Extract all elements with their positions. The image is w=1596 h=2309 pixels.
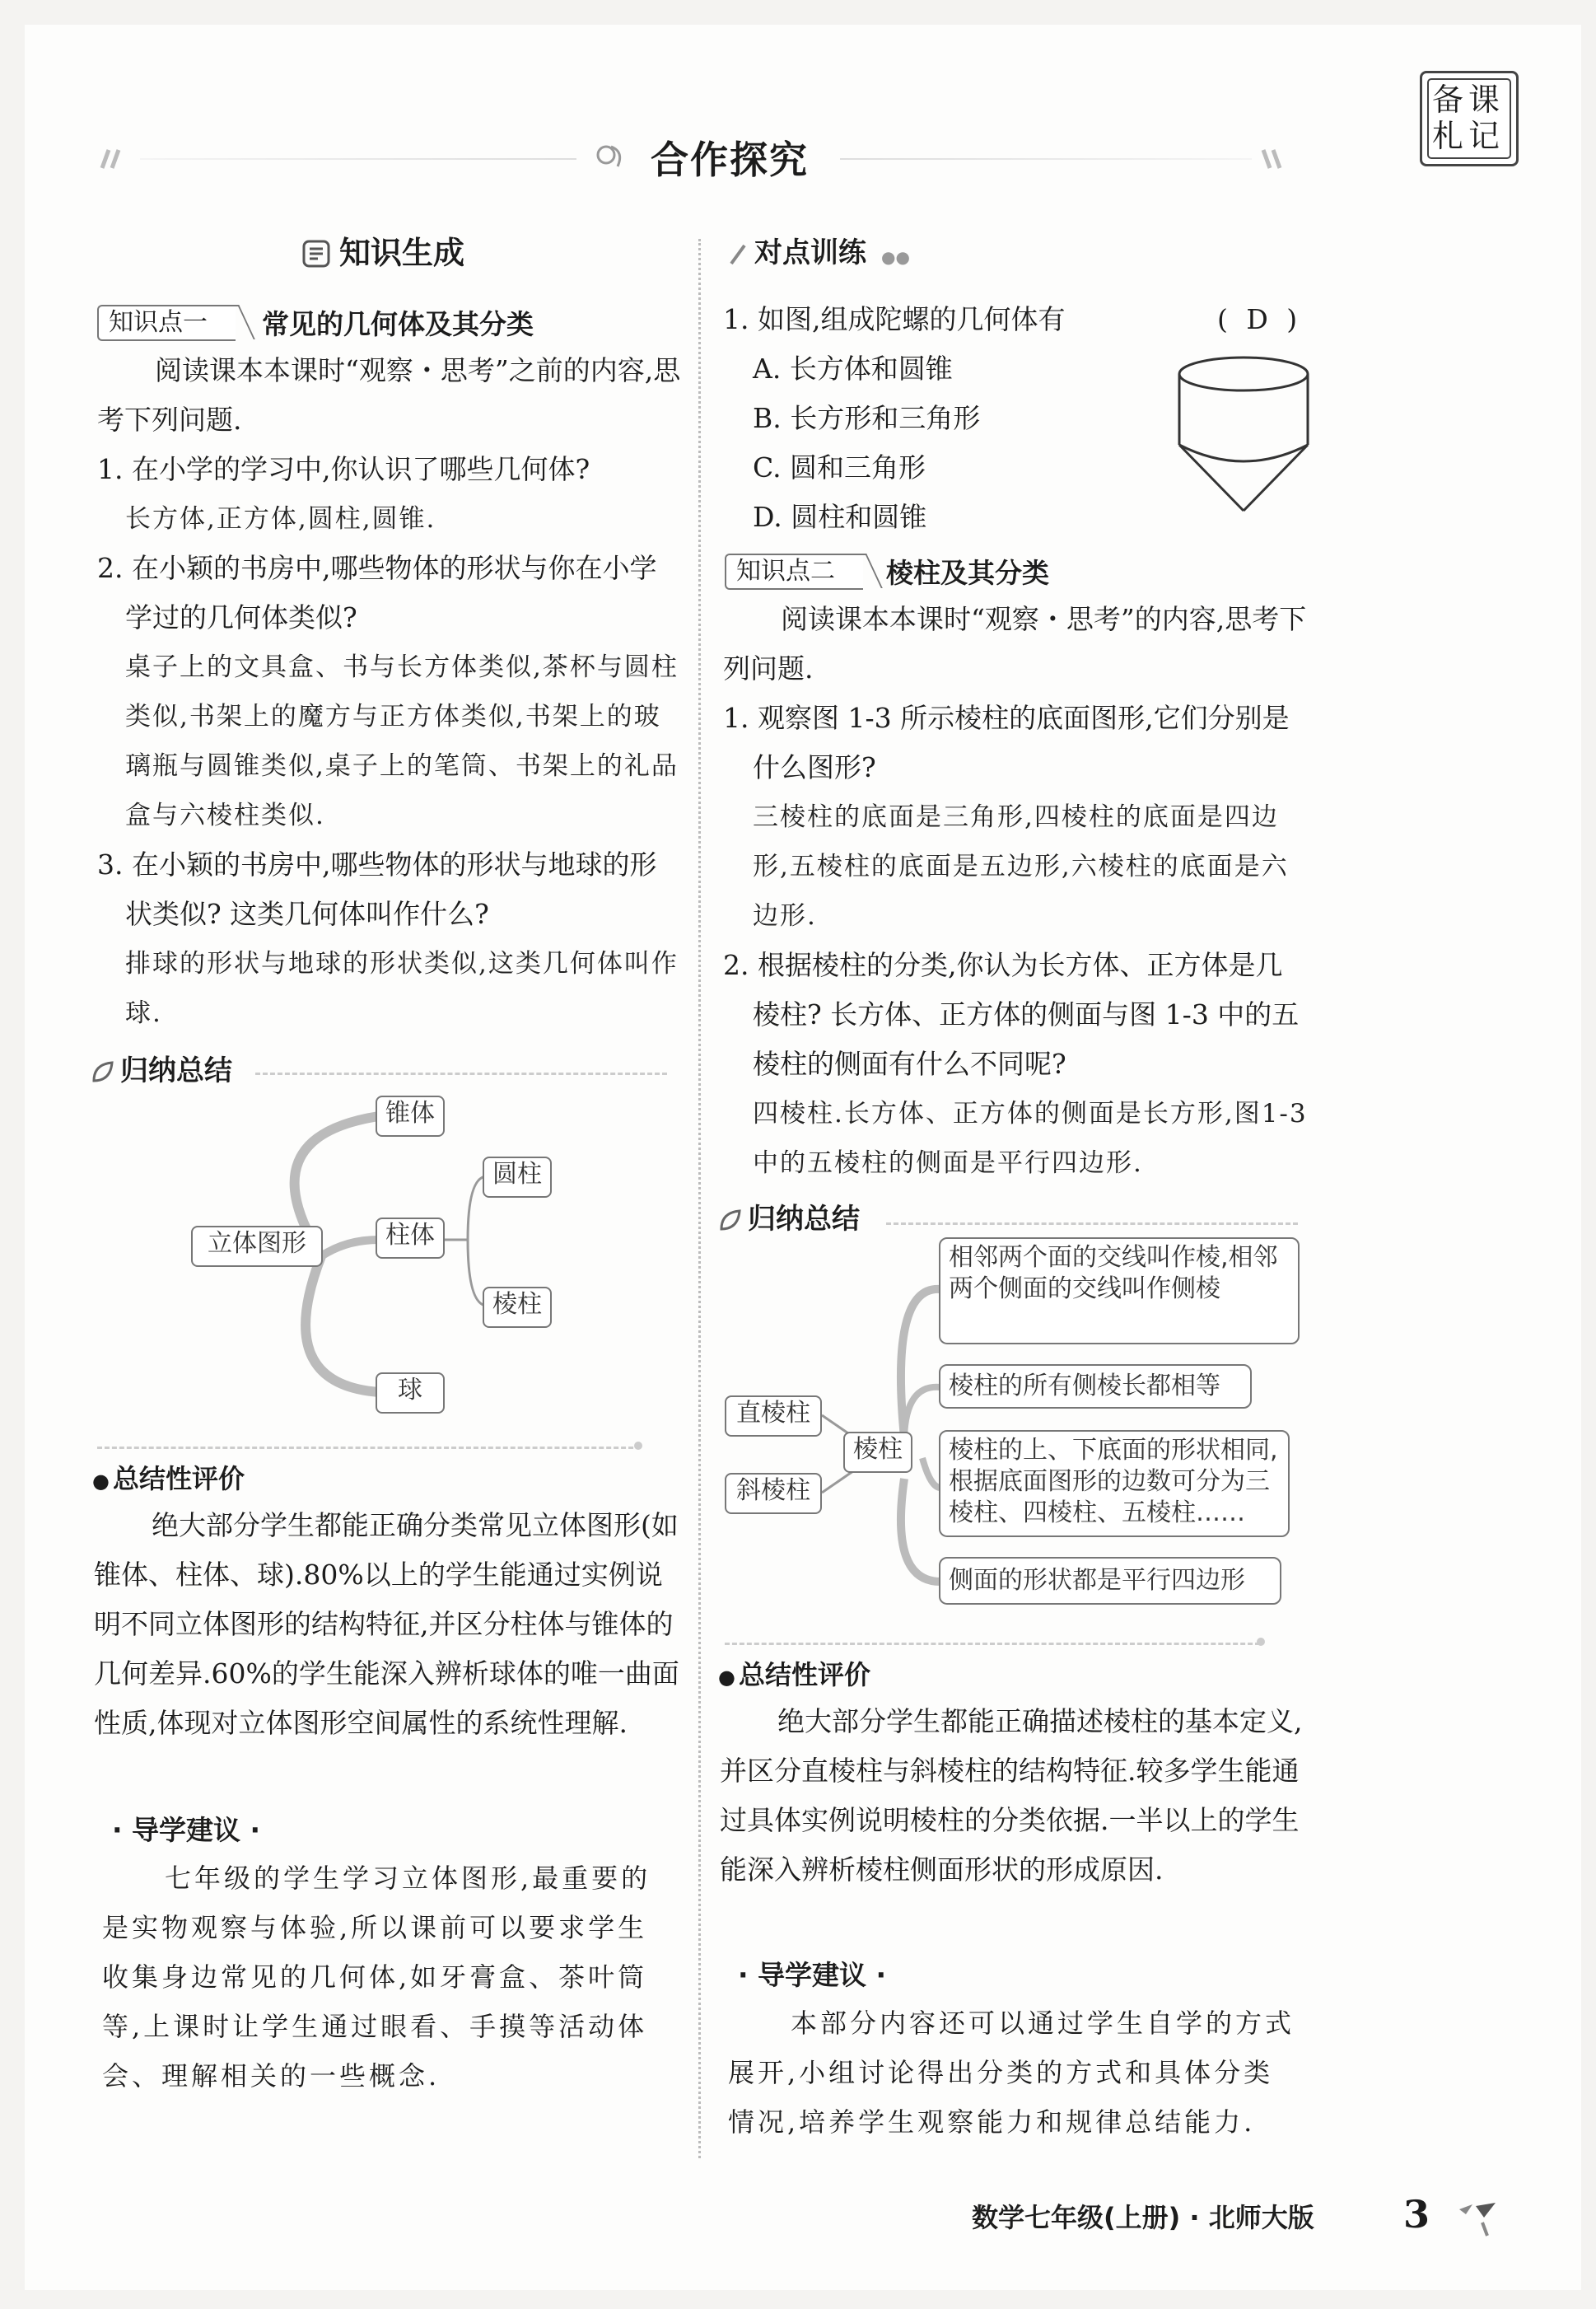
- mindmap-branch-1: 相邻两个面的交线叫作棱,相邻两个侧面的交线叫作侧棱: [939, 1237, 1300, 1344]
- right-summary-title: 归纳总结: [748, 1203, 860, 1236]
- branch-to-b3: [922, 1458, 940, 1488]
- left-question-3: 3. 在小颖的书房中,哪些物体的形状与地球的形状类似? 这类几何体叫作什么?: [97, 848, 657, 930]
- left-intro: 阅读课本本课时“观察・思考”之前的内容,思考下列问题.: [97, 354, 681, 436]
- right-answer-2: 四棱柱.长方体、正方体的侧面是长方形,图1-3 中的五棱柱的侧面是平行四边形.: [753, 1099, 1308, 1178]
- notes-stamp-text: 备课札记: [1432, 82, 1505, 154]
- left-eval-text: 绝大部分学生都能正确分类常见立体图形(如锥体、柱体、球).80%以上的学生能通过实例说明不同立体图形的结构特征,并区分柱体与锥体的几何差异.60%的学生能深入辨析球体的唯一曲面性质,体现对立体图形空间属性的系统性理解.: [94, 1509, 679, 1739]
- mindmap-prism-center: 棱柱: [843, 1432, 912, 1473]
- knowledge-section-title: 知识生成: [339, 235, 465, 271]
- training-question-1: 1. 如图,组成陀螺的几何体有: [723, 303, 1066, 335]
- right-eval-title: ● 总结性评价: [718, 1654, 870, 1692]
- training-option-d: D. 圆柱和圆锥: [753, 501, 927, 533]
- right-guide-title-text: 导学建议: [758, 1959, 867, 1991]
- mindmap-cone: 锥体: [376, 1096, 445, 1137]
- footer-decoration: [1454, 2198, 1504, 2239]
- right-answer-1: 三棱柱的底面是三角形,四棱柱的底面是四边形,五棱柱的底面是五边形,六棱柱的底面是六边形.: [753, 802, 1289, 931]
- page-title: 合作探究: [651, 138, 809, 182]
- kp2-tag: 知识点二: [725, 554, 863, 590]
- branch-to-b4: [901, 1479, 940, 1582]
- right-guide-text: 本部分内容还可以通过学生自学的方式展开,小组讨论得出分类的方式和具体分类情况,培养学生观察能力和规律总结能力.: [728, 2008, 1295, 2138]
- training-title: 对点训练: [754, 236, 866, 269]
- notes-stamp: [1420, 71, 1519, 166]
- mindmap-branch-4: 侧面的形状都是平行四边形: [939, 1557, 1281, 1605]
- mindmap-oblique-prism: 斜棱柱: [725, 1473, 822, 1514]
- page-number: 3: [1403, 2192, 1430, 2237]
- kp2-title: 棱柱及其分类: [886, 557, 1049, 589]
- right-mindmap-bottom-rule: [725, 1643, 1260, 1645]
- left-question-2: 2. 在小颖的书房中,哪些物体的形状与你在小学学过的几何体类似?: [97, 552, 657, 633]
- kp1-tag: 知识点一: [97, 305, 236, 341]
- branch-to-b2: [904, 1387, 940, 1437]
- mindmap-cylinder: 圆柱: [483, 1157, 552, 1198]
- left-answer-1: 长方体,正方体,圆柱,圆锥.: [125, 504, 436, 534]
- left-summary-title: 归纳总结: [120, 1054, 232, 1087]
- training-dots: ●●: [881, 247, 910, 267]
- left-guide-title-text: 导学建议: [132, 1814, 241, 1846]
- right-rule-dot: [1257, 1638, 1265, 1646]
- footer-book-title: 数学七年级(上册) · 北师大版: [972, 2202, 1314, 2233]
- right-intro: 阅读课本本课时“观察・思考”的内容,思考下列问题.: [723, 603, 1307, 685]
- mindmap-root: 立体图形: [191, 1226, 323, 1267]
- left-guide-text: 七年级的学生学习立体图形,最重要的是实物观察与体验,所以课前可以要求学生收集身边常见的几何体,如牙膏盒、茶叶筒等,上课时让学生通过眼看、手摸等活动体会、理解相关的一些概念.: [102, 1863, 651, 2092]
- training-option-b: B. 长方形和三角形: [753, 402, 981, 434]
- right-question-2: 2. 根据棱柱的分类,你认为长方体、正方体是几棱柱? 长方体、正方体的侧面与图 1-3 中的五棱柱的侧面有什么不同呢?: [723, 949, 1300, 1080]
- training-option-a: A. 长方体和圆锥: [753, 353, 953, 385]
- training-option-c: C. 圆和三角形: [753, 451, 926, 484]
- left-eval-title: ● 总结性评价: [92, 1458, 245, 1496]
- mindmap-prism-column: 柱体: [376, 1218, 445, 1259]
- left-answer-3: 排球的形状与地球的形状类似,这类几何体叫作球.: [125, 949, 679, 1028]
- right-eval-text: 绝大部分学生都能正确描述棱柱的基本定义,并区分直棱柱与斜棱柱的结构特征.较多学生能通过具体实例说明棱柱的分类依据.一半以上的学生能深入辨析棱柱侧面形状的形成原因.: [720, 1705, 1303, 1886]
- left-answer-2: 桌子上的文具盒、书与长方体类似,茶杯与圆柱类似,书架上的魔方与正方体类似,书架上的玻璃瓶与圆锥类似,桌子上的笔筒、书架上的礼品盒与六棱柱类似.: [125, 652, 679, 830]
- right-guide-title: · 导学建议 ·: [738, 1959, 887, 1991]
- mindmap-sphere: 球: [376, 1372, 445, 1414]
- training-answer-1: ( D ): [1217, 303, 1303, 335]
- mindmap-branch-3: 棱柱的上、下底面的形状相同,根据底面图形的边数可分为三棱柱、四棱柱、五棱柱……: [939, 1430, 1290, 1537]
- kp1-title: 常见的几何体及其分类: [262, 308, 534, 340]
- right-question-1: 1. 观察图 1-3 所示棱柱的底面图形,它们分别是什么图形?: [723, 702, 1290, 783]
- left-guide-title: · 导学建议 ·: [112, 1814, 261, 1846]
- mindmap-branch-2: 棱柱的所有侧棱长都相等: [939, 1364, 1252, 1409]
- mindmap-prism: 棱柱: [483, 1287, 552, 1328]
- mindmap-straight-prism: 直棱柱: [725, 1395, 822, 1437]
- left-question-1: 1. 在小学的学习中,你认识了哪些几何体?: [97, 453, 590, 485]
